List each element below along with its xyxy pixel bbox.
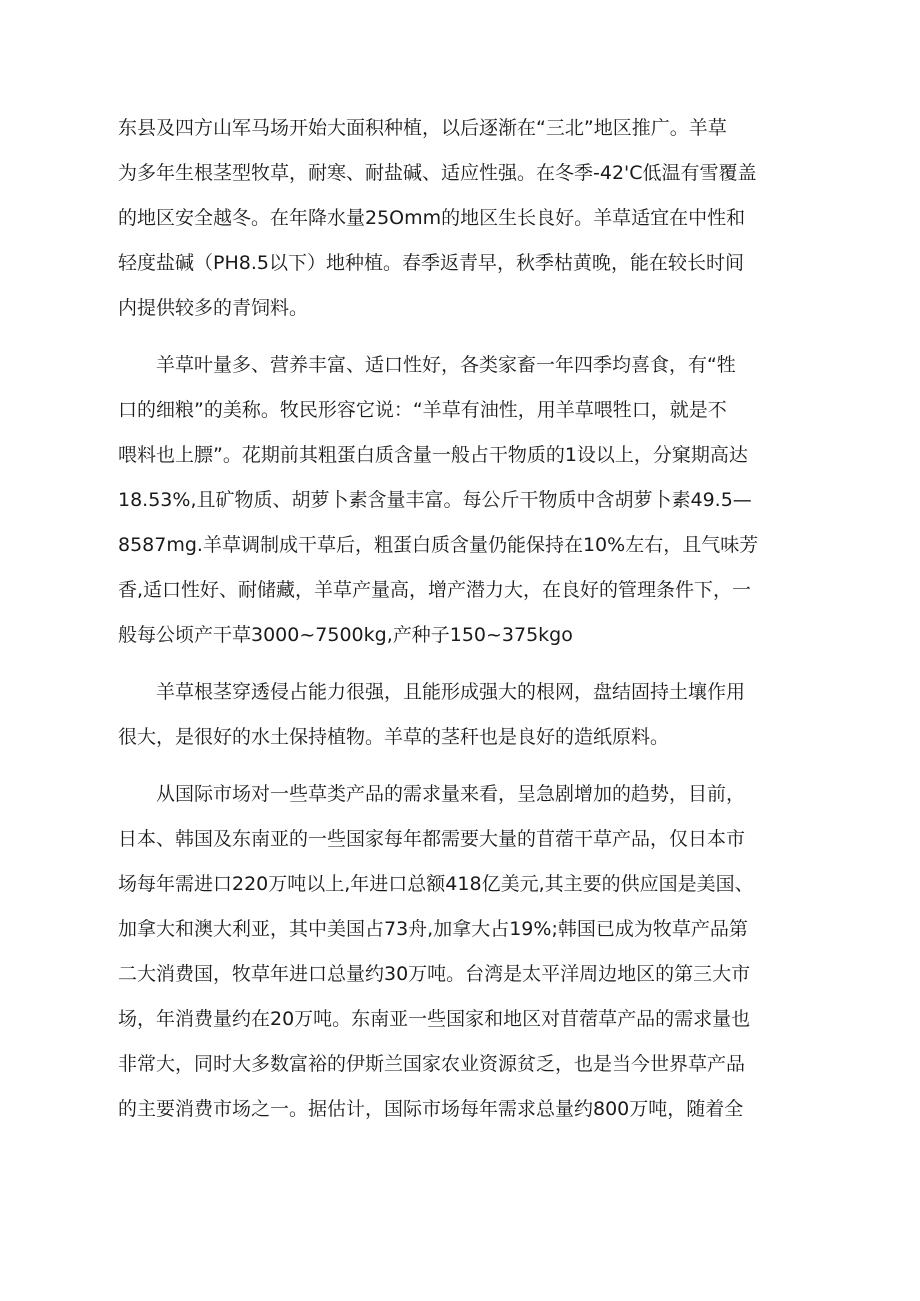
text-line: 日本、韩国及东南亚的一些国家每年都需要大量的苜蓿干草产品，仅日本市 — [118, 828, 746, 850]
paragraph-2 — [118, 343, 790, 658]
text-line: 的主要消费市场之一。据估计，国际市场每年需求总量约800万吨，随着全 — [118, 1098, 744, 1120]
text-line: 的地区安全越冬。在年降水量25Omm的地区生长良好。羊草适宜在中性和 — [118, 207, 746, 229]
text-line: 香,适口性好、耐储藏，羊草产量高，增产潜力大，在良好的管理条件下，一 — [118, 579, 752, 601]
text-line: 8587mg.羊草调制成干草后，粗蛋白质含量仍能保持在10%左右，且气味芳 — [118, 534, 759, 556]
paragraph-3 — [118, 670, 790, 760]
text-line: 二大消费国，牧草年进口总量约30万吨。台湾是太平洋周边地区的第三大市 — [118, 963, 751, 985]
paragraph-4 — [118, 772, 790, 1132]
text-line: 很大，是很好的水土保持植物。羊草的茎秆也是良好的造纸原料。 — [118, 726, 670, 748]
text-line: 非常大，同时大多数富裕的伊斯兰国家农业资源贫乏，也是当今世界草产品 — [118, 1053, 746, 1075]
text-line: 为多年生根茎型牧草，耐寒、耐盐碱、适应性强。在冬季-42'C低温有雪覆盖 — [118, 162, 757, 184]
text-line: 轻度盐碱（PH8.5以下）地种植。春季返青早，秋季枯黄晚，能在较长时间 — [118, 252, 744, 274]
text-line: 内提供较多的青饲料。 — [118, 297, 309, 319]
text-line: 东县及四方山军马场开始大面积种植，以后逐渐在“三北”地区推广。羊草 — [118, 117, 727, 139]
text-line: 场每年需进口220万吨以上,年进口总额418亿美元,其主要的供应国是美国、 — [118, 873, 754, 895]
text-line: 从国际市场对一些草类产品的需求量来看，呈急剧增加的趋势，目前， — [156, 783, 746, 805]
text-line: 口的细粮”的美称。牧民形容它说：“羊草有油性，用羊草喂牲口，就是不 — [118, 399, 727, 421]
text-line: 般每公顷产干草3000~7500kg,产种子150~375kgo — [118, 624, 573, 646]
paragraph-1 — [118, 106, 790, 331]
text-line: 喂料也上膘”。花期前其粗蛋白质含量一般占干物质的1设以上，分窠期高达 — [118, 444, 748, 466]
text-line: 18.53%,且矿物质、胡萝卜素含量丰富。每公斤干物质中含胡萝卜素49.5— — [118, 489, 752, 511]
text-line: 羊草叶量多、营养丰富、适口性好，各类家畜一年四季均喜食，有“牲 — [156, 354, 736, 376]
text-line: 加拿大和澳大利亚，其中美国占73舟,加拿大占19%;韩国已成为牧草产品第 — [118, 918, 748, 940]
text-line: 羊草根茎穿透侵占能力很强，且能形成强大的根网，盘结固持土壤作用 — [156, 681, 746, 703]
text-line: 场，年消费量约在20万吨。东南亚一些国家和地区对苜蓿草产品的需求量也 — [118, 1008, 751, 1030]
document-body — [118, 106, 790, 1132]
